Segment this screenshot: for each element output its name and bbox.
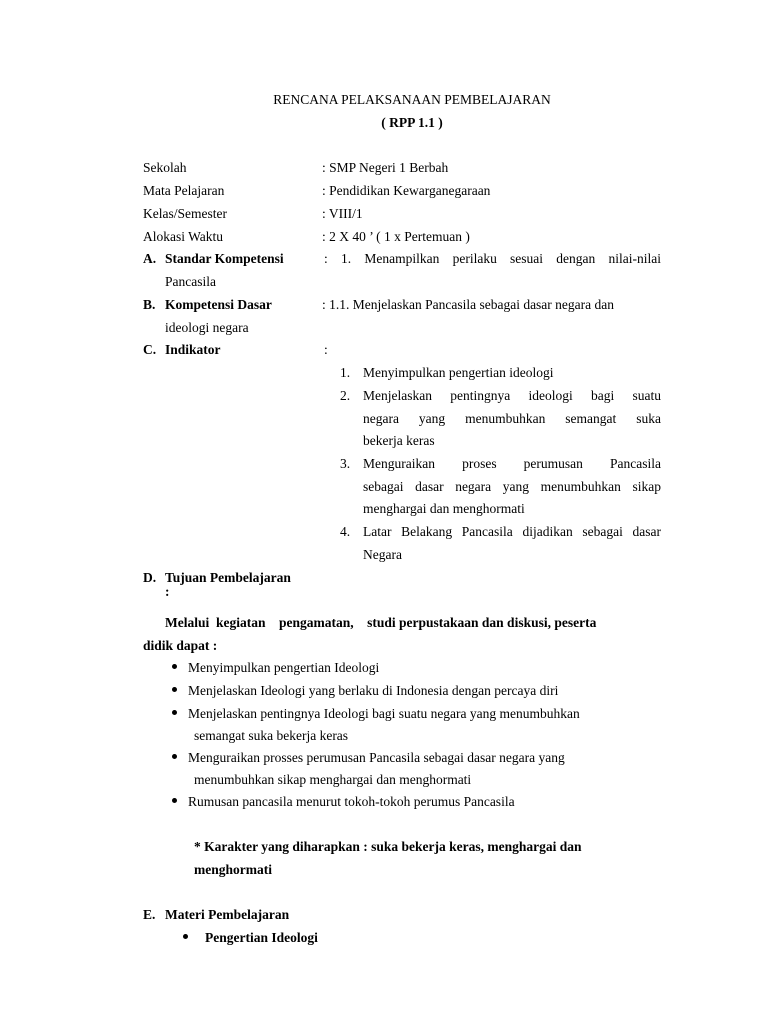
info-label-alokasi-waktu: Alokasi Waktu bbox=[143, 229, 224, 244]
info-value-alokasi-waktu: : 2 X 40 ’ ( 1 x Pertemuan ) bbox=[322, 229, 470, 244]
info-value-kelas-semester: : VIII/1 bbox=[322, 206, 363, 221]
section-a-colon: : bbox=[324, 251, 328, 266]
document-subtitle: ( RPP 1.1 ) bbox=[381, 115, 443, 130]
bullet-dot bbox=[172, 710, 177, 715]
bullet-dot bbox=[172, 687, 177, 692]
indicator-line: bekerja keras bbox=[363, 433, 435, 448]
section-d-intro-line1: Melalui kegiatan pengamatan, studi perpustakaan dan diskusi, peserta bbox=[165, 615, 597, 630]
bullet-dot bbox=[172, 754, 177, 759]
indicator-number: 4. bbox=[340, 524, 351, 539]
objective-line: Menjelaskan Ideologi yang berlaku di Indonesia dengan percaya diri bbox=[188, 683, 559, 698]
indicator-line: sebagai dasar negara yang menumbuhkan sikap bbox=[363, 479, 661, 494]
indicator-line: Latar Belakang Pancasila dijadikan sebagai dasar bbox=[363, 524, 661, 539]
objective-line: Menyimpulkan pengertian Ideologi bbox=[188, 660, 380, 675]
materi-item: Pengertian Ideologi bbox=[205, 930, 318, 945]
indicator-line: negara yang menumbuhkan semangat suka bbox=[363, 411, 661, 426]
objective-line: Rumusan pancasila menurut tokoh-tokoh perumus Pancasila bbox=[188, 794, 515, 809]
objective-line: Menguraikan prosses perumusan Pancasila sebagai dasar negara yang bbox=[188, 750, 565, 765]
objective-line: menumbuhkan sikap menghargai dan menghormati bbox=[194, 772, 472, 787]
section-a-text-line2: Pancasila bbox=[165, 274, 216, 289]
section-d-marker: D. bbox=[143, 570, 157, 585]
indicator-line: Menyimpulkan pengertian ideologi bbox=[363, 365, 554, 380]
karakter-line1: * Karakter yang diharapkan : suka bekerja keras, menghargai dan bbox=[194, 839, 582, 854]
objective-line: semangat suka bekerja keras bbox=[194, 728, 349, 743]
section-a-label: Standar Kompetensi bbox=[165, 251, 284, 266]
info-value-mata-pelajaran: : Pendidikan Kewarganegaraan bbox=[322, 183, 491, 198]
info-label-sekolah: Sekolah bbox=[143, 160, 187, 175]
section-e-label: Materi Pembelajaran bbox=[165, 907, 290, 922]
indicator-line: Menguraikan proses perumusan Pancasila bbox=[363, 456, 661, 471]
indicator-line: Negara bbox=[363, 547, 402, 562]
indicator-number: 1. bbox=[340, 365, 351, 380]
document-title: RENCANA PELAKSANAAN PEMBELAJARAN bbox=[273, 92, 551, 107]
section-b-marker: B. bbox=[143, 297, 156, 312]
section-c-colon: : bbox=[324, 342, 328, 357]
section-e-marker: E. bbox=[143, 907, 156, 922]
section-a-text-line1: 1. Menampilkan perilaku sesuai dengan nilai-nilai bbox=[341, 251, 661, 266]
section-b-text-line2: ideologi negara bbox=[165, 320, 249, 335]
indicator-line: menghargai dan menghormati bbox=[363, 501, 525, 516]
section-c-label: Indikator bbox=[165, 342, 221, 357]
indicator-number: 2. bbox=[340, 388, 351, 403]
indicator-number: 3. bbox=[340, 456, 351, 471]
bullet-dot bbox=[183, 934, 188, 939]
section-d-label: Tujuan Pembelajaran bbox=[165, 570, 291, 585]
bullet-dot bbox=[172, 664, 177, 669]
section-a-marker: A. bbox=[143, 251, 157, 266]
indicator-line: Menjelaskan pentingnya ideologi bagi suatu bbox=[363, 388, 661, 403]
section-b-text-line1: : 1.1. Menjelaskan Pancasila sebagai dasar negara dan bbox=[322, 297, 615, 312]
section-b-label: Kompetensi Dasar bbox=[165, 297, 272, 312]
info-label-kelas-semester: Kelas/Semester bbox=[143, 206, 227, 221]
objective-line: Menjelaskan pentingnya Ideologi bagi suatu negara yang menumbuhkan bbox=[188, 706, 580, 721]
info-label-mata-pelajaran: Mata Pelajaran bbox=[143, 183, 225, 198]
section-d-colon: : bbox=[165, 584, 170, 599]
info-value-sekolah: : SMP Negeri 1 Berbah bbox=[322, 160, 449, 175]
karakter-line2: menghormati bbox=[194, 862, 272, 877]
section-c-marker: C. bbox=[143, 342, 157, 357]
section-d-intro-line2: didik dapat : bbox=[143, 638, 218, 653]
bullet-dot bbox=[172, 798, 177, 803]
